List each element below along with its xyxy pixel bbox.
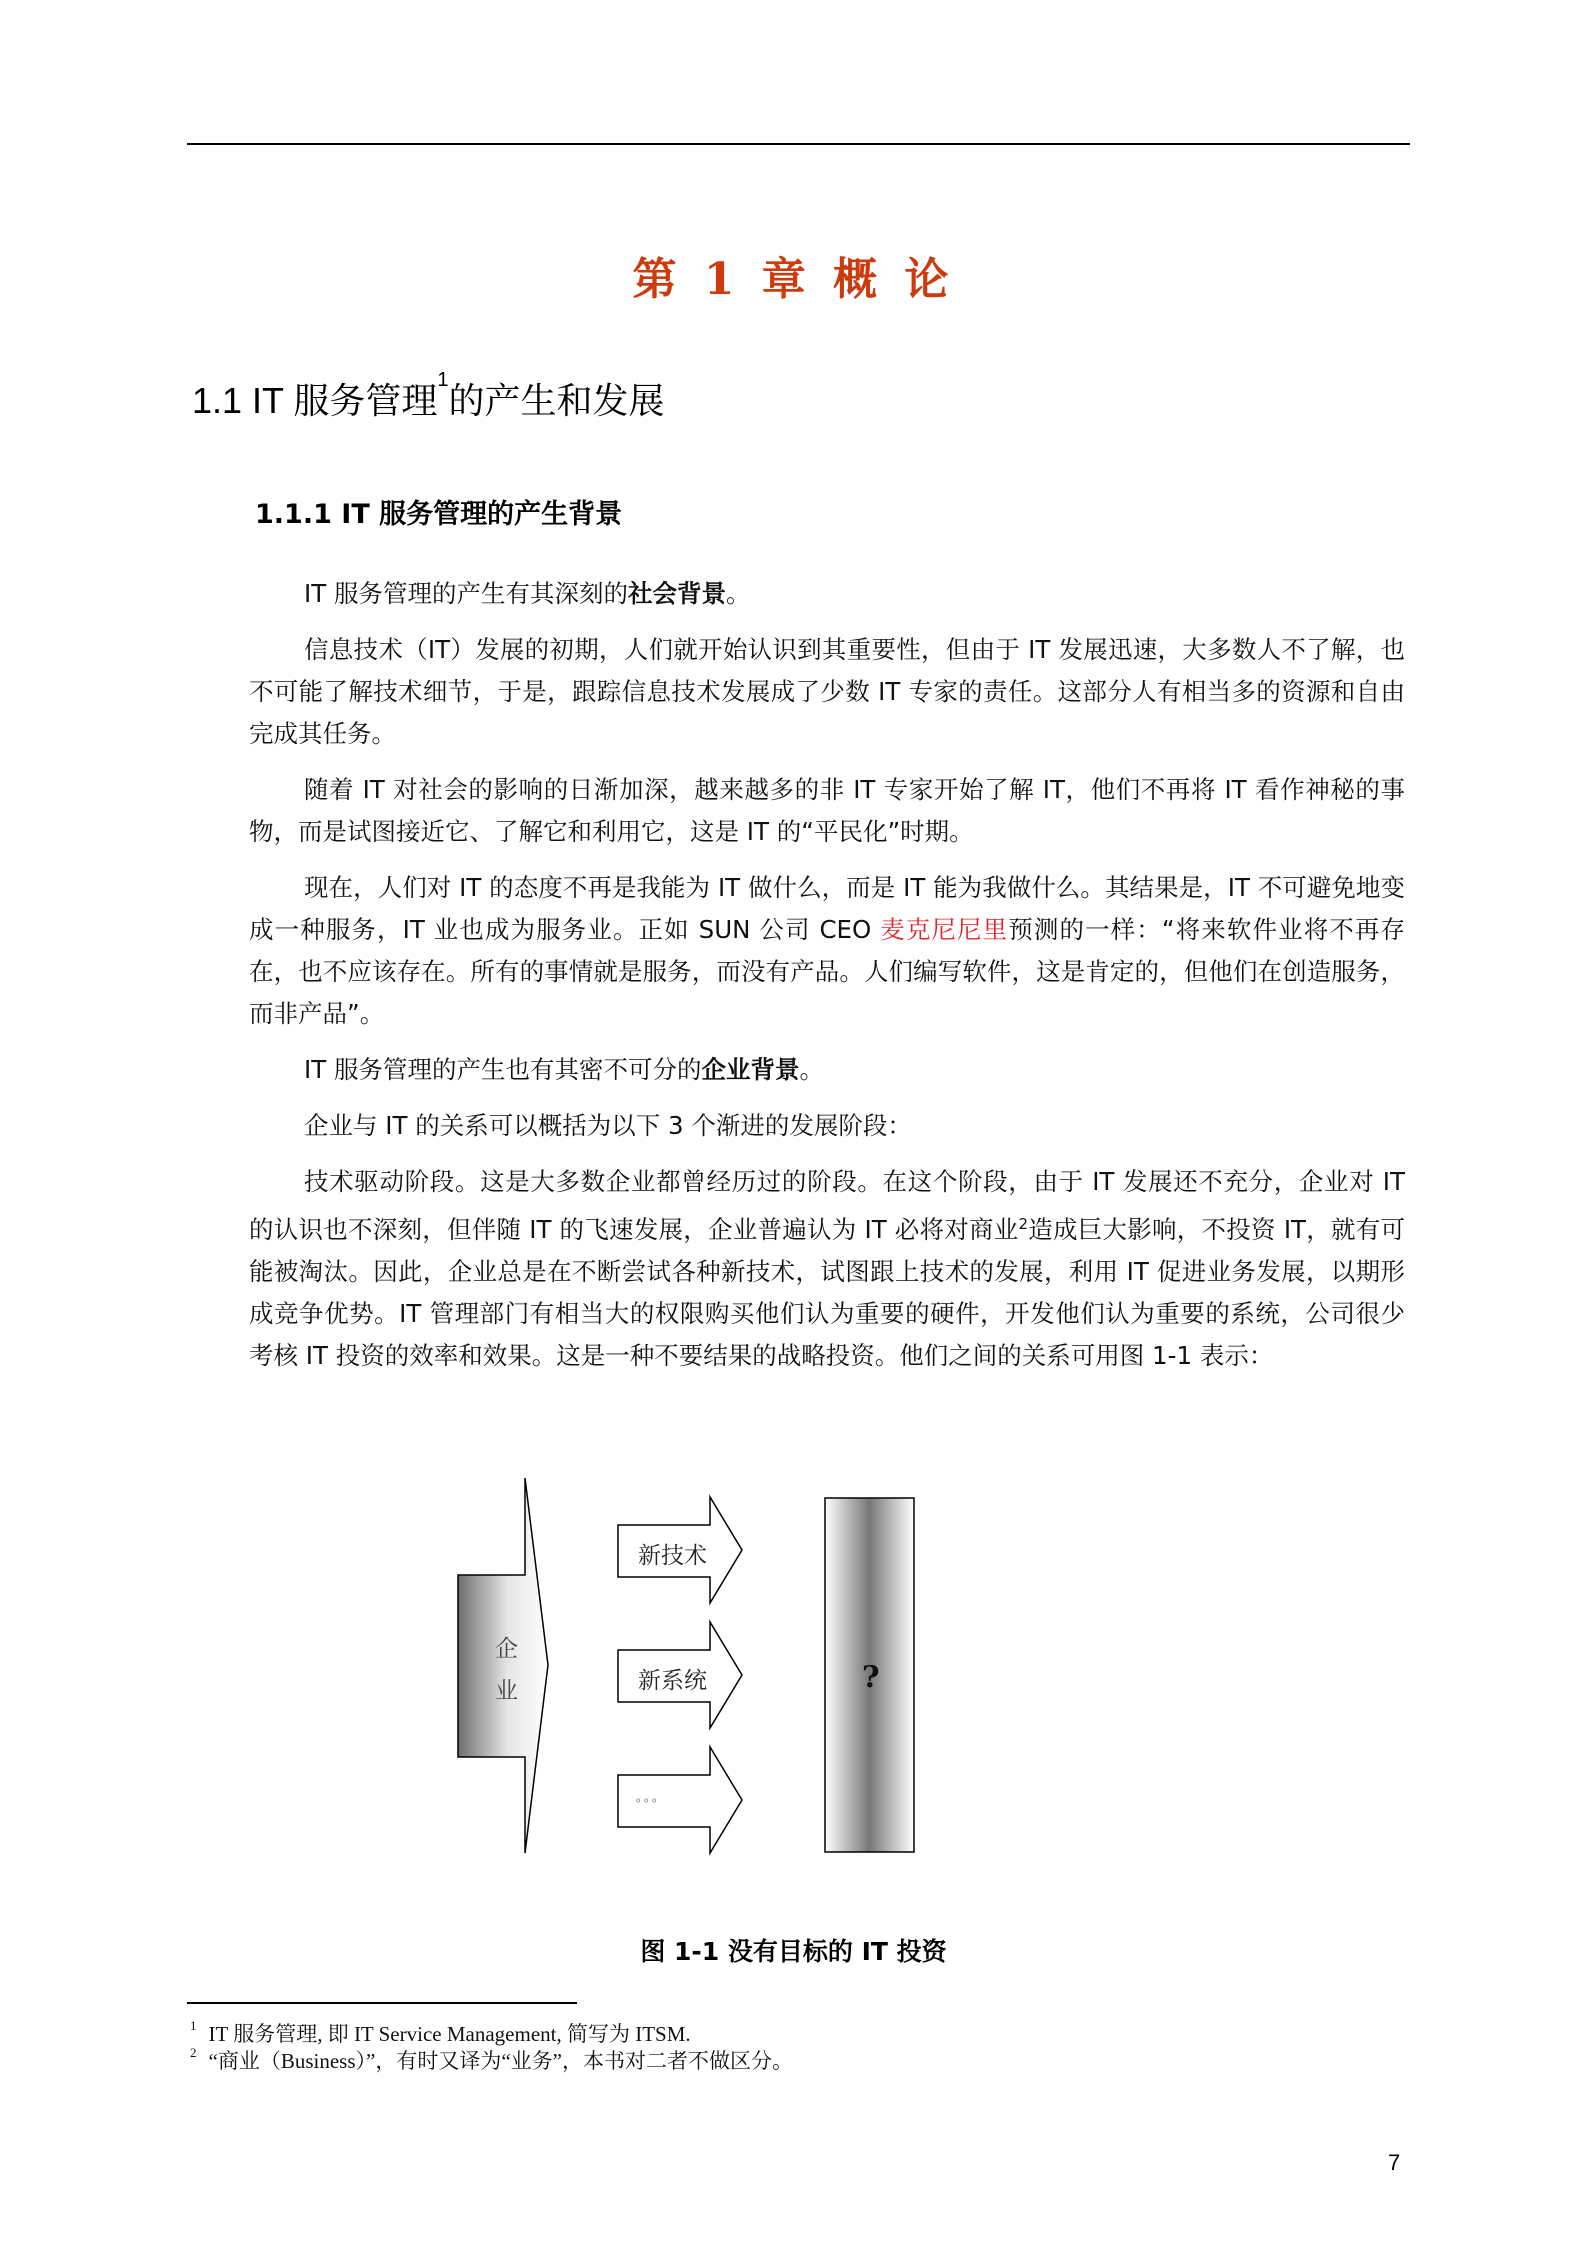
label-new-system: 新系统 — [638, 1668, 707, 1694]
subsection-heading: 1.1.1 IT 服务管理的产生背景 — [255, 499, 623, 530]
header-rule — [187, 143, 1410, 145]
section-heading — [192, 369, 665, 424]
paragraph-three-stages: 企业与 IT 的关系可以概括为以下 3 个渐进的发展阶段： — [304, 1111, 912, 1140]
chapter-title: 第 1 章 概 论 — [632, 254, 955, 305]
label-etc: 。。。 — [636, 1790, 667, 1804]
footnote-1: $^1$ IT 服务管理, 即 IT Service Management, 简写为 ITSM. — [190, 2018, 691, 2046]
footnote-rule — [187, 2002, 577, 2004]
section-heading-rest: 的产生和发展 — [448, 380, 665, 421]
bold-enterprise-background: 企业背景 — [701, 1055, 800, 1084]
paragraph-enterprise-background: IT 服务管理的产生也有其密不可分的企业背景。 — [304, 1055, 824, 1084]
investment-diagram-svg — [440, 1475, 1100, 1875]
footnote-ref-2[interactable]: 2 — [1018, 1215, 1029, 1233]
page-number: 7 — [1388, 2150, 1401, 2175]
footnote-2: $^2$ “商业（Business）”，有时又译为“业务”，本书对二者不做区分。 — [190, 2045, 793, 2073]
paragraph-tech-driven: 技术驱动阶段。这是大多数企业都曾经历过的阶段。在这个阶段，由于 IT 发展还不充分，企业对 IT 的认识也不深刻，但伴随 IT 的飞速发展，企业普遍认为 IT 必将对商业$^2$造成巨大影响，不投资 IT，就有可能被淘汰。因此，企业总是在不断尝试各种新技术，试图跟上技术的发展，利用 IT 促进业务发展，以期形成竞争优势。IT 管理部门有相当大的权限购买他们认为重要的硬件，开发他们认为重要的系统，公司很少考核 IT 投资的效率和效果。这是一种不要结果的战略投资。他们之间的关系可用图 1-1 表示： — [249, 1167, 1406, 1371]
enterprise-label: 企 业 — [495, 1636, 518, 1704]
question-mark: ? — [862, 1660, 880, 1695]
section-heading-main: 1.1 IT 服务管理 — [192, 380, 438, 421]
label-new-technology: 新技术 — [638, 1543, 707, 1569]
bold-social-background: 社会背景 — [627, 579, 726, 608]
body-text — [249, 573, 1405, 1377]
paragraph-popularization: 随着 IT 对社会的影响的日渐加深，越来越多的非 IT 专家开始了解 IT，他们不再将 IT 看作神秘的事物，而是试图接近它、了解它和利用它，这是 IT 的“平民化”时期。 — [249, 775, 1405, 846]
footnote-ref-1[interactable]: 1 — [437, 369, 449, 391]
paragraph-social-background: IT 服务管理的产生有其深刻的社会背景。 — [304, 579, 751, 608]
paragraph-service-era: 现在，人们对 IT 的态度不再是我能为 IT 做什么，而是 IT 能为我做什么。其结果是，IT 不可避免地变成一种服务，IT 业也成为服务业。正如 SUN 公司 CEO 麦克尼尼里预测的一样：“将来软件业将不再存在，也不应该存在。所有的事情就是服务，而没有产品。人们编写软件，这是肯定的，但他们在创造服务，而非产品”。 — [249, 873, 1406, 1028]
figure-1-1-diagram — [440, 1475, 1100, 1875]
paragraph-early-it: 信息技术（IT）发展的初期，人们就开始认识到其重要性，但由于 IT 发展迅速，大多数人不了解，也不可能了解技术细节，于是，跟踪信息技术发展成了少数 IT 专家的责任。这部分人有相当多的资源和自由完成其任务。 — [249, 635, 1405, 748]
figure-caption: 图 1-1 没有目标的 IT 投资 — [640, 1937, 947, 1966]
highlighted-name: 麦克尼尼里 — [880, 915, 1009, 944]
